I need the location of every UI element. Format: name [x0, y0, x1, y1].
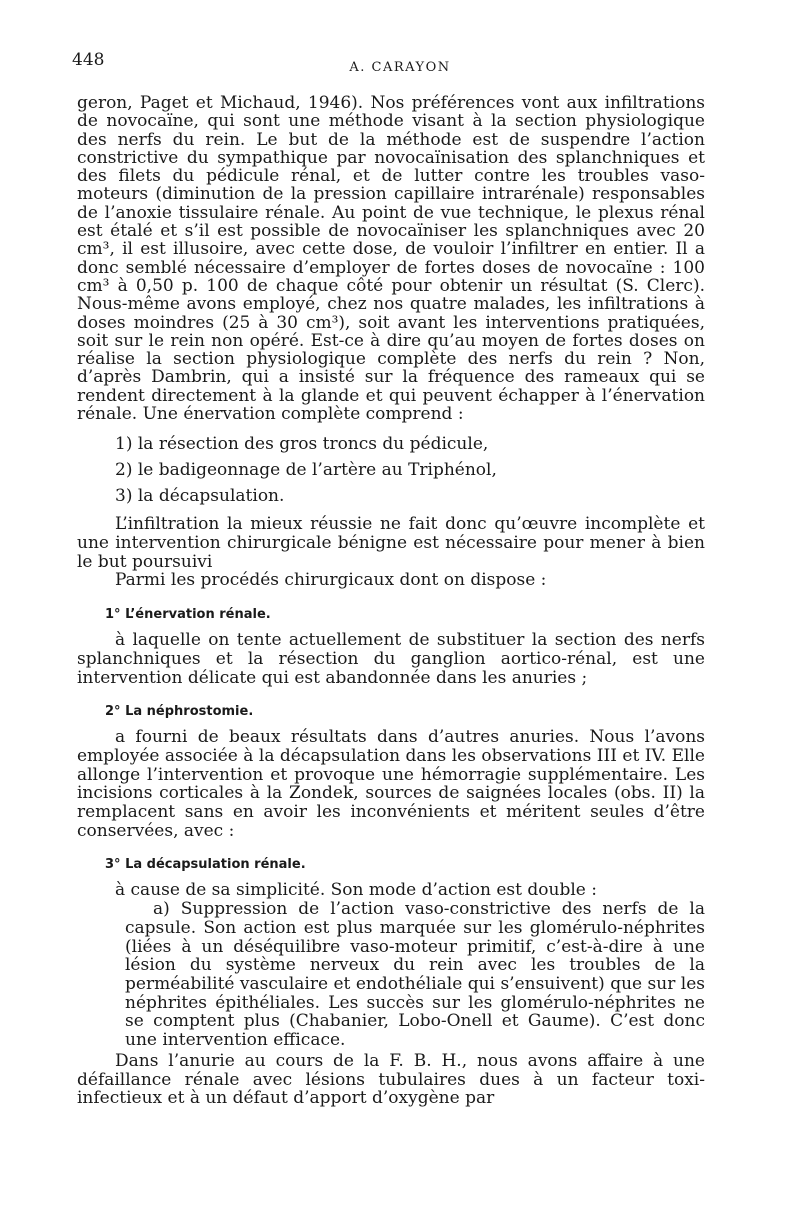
- section-text-enervation: à laquelle on tente actuellement de substituer la section des nerfs splanchniques et la résection du ganglion aortico-rénal, est une intervention délicate qui est abandonnée dans les anuries ;: [77, 630, 705, 688]
- section-heading-enervation: 1° L’énervation rénale.: [105, 607, 271, 623]
- list-item: 1) la résection des gros troncs du pédicule,: [115, 434, 489, 455]
- running-head: A. CARAYON: [349, 60, 451, 75]
- page-body: [77, 94, 705, 1108]
- page-number: 448: [72, 50, 105, 70]
- paragraph-anurie: Dans l’anurie au cours de la F. B. H., nous avons affaire à une défaillance rénale avec lésions tubulaires dues à un facteur toxi-infectieux et à un défaut d’apport d’oxygène par: [77, 1050, 705, 1109]
- list-item: 2) le badigeonnage de l’artère au Triphénol,: [115, 460, 497, 481]
- paragraph-intro: geron, Paget et Michaud, 1946). Nos préférences vont aux infiltrations de novocaïne, qui sont une méthode visant à la section physiologique des nerfs du rein. Le but de la méthode est de suspendre l’action constrictive du sympathique par novocaïnisation des splanchniques et des filets du pédicule rénal, et de lutter contre les troubles vaso-moteurs (diminution de la pression capillaire intrarénale) responsables de l’anoxie tissulaire rénale. Au point de vue technique, le plexus rénal est étalé et s’il est possible de novocaïniser les splanchniques avec 20 cm³, il est illusoire, avec cette dose, de vouloir l’infiltrer en entier. Il a donc semblé nécessaire d’employer de fortes doses de novocaïne : 100 cm³ à 0,50 p. 100 de chaque côté pour obtenir un résultat (S. Clerc). Nous-même avons employé, chez nos quatre malades, les infiltrations à doses moindres (25 à 30 cm³), soit avant les interventions pratiquées, soit sur le rein non opéré. Est-ce à dire qu’au moyen de fortes doses on réalise la section physiologique complète des nerfs du rein ? Non, d’après Dambrin, qui a insisté sur la fréquence des rameaux qui se rendent directement à la glande et qui peuvent échapper à l’énervation rénale. Une énervation complète comprend :: [77, 93, 705, 425]
- section-heading-nephrostomie: 2° La néphrostomie.: [105, 704, 254, 720]
- section-heading-decapsulation: 3° La décapsulation rénale.: [105, 857, 306, 873]
- section-intro-decapsulation: à cause de sa simplicité. Son mode d’action est double :: [115, 880, 597, 901]
- list-item: 3) la décapsulation.: [115, 486, 285, 507]
- paragraph-procedures: Parmi les procédés chirurgicaux dont on dispose :: [115, 570, 547, 591]
- section-text-nephrostomie: a fourni de beaux résultats dans d’autres anuries. Nous l’avons employée associée à la décapsulation dans les observations III et IV. Elle allonge l’intervention et provoque une hémorragie supplémentaire. Les incisions corticales à la Zondek, sources de saignées locales (obs. II) la remplacent sans en avoir les inconvénients et méritent seules d’être conservées, avec :: [77, 727, 705, 841]
- paragraph-infiltration: L’infiltration la mieux réussie ne fait donc qu’œuvre incomplète et une intervention chirurgicale bénigne est nécessaire pour mener à bien le but poursuivi: [77, 514, 705, 572]
- point-a: a) Suppression de l’action vaso-constrictive des nerfs de la capsule. Son action est plus marquée sur les glomérulo-néphrites (liées à un déséquilibre vaso-moteur primitif, c’est-à-dire à une lésion du système nerveux du rein avec les troubles de la perméabilité vasculaire et endothéliale qui s’ensuivent) que sur les néphrites épithéliales. Les succès sur les glomérulo-néphrites ne se comptent plus (Chabanier, Lobo-Onell et Gaume). C’est donc une intervention efficace.: [125, 899, 705, 1051]
- point-a-block: [125, 900, 705, 1050]
- enervation-list: [77, 431, 705, 509]
